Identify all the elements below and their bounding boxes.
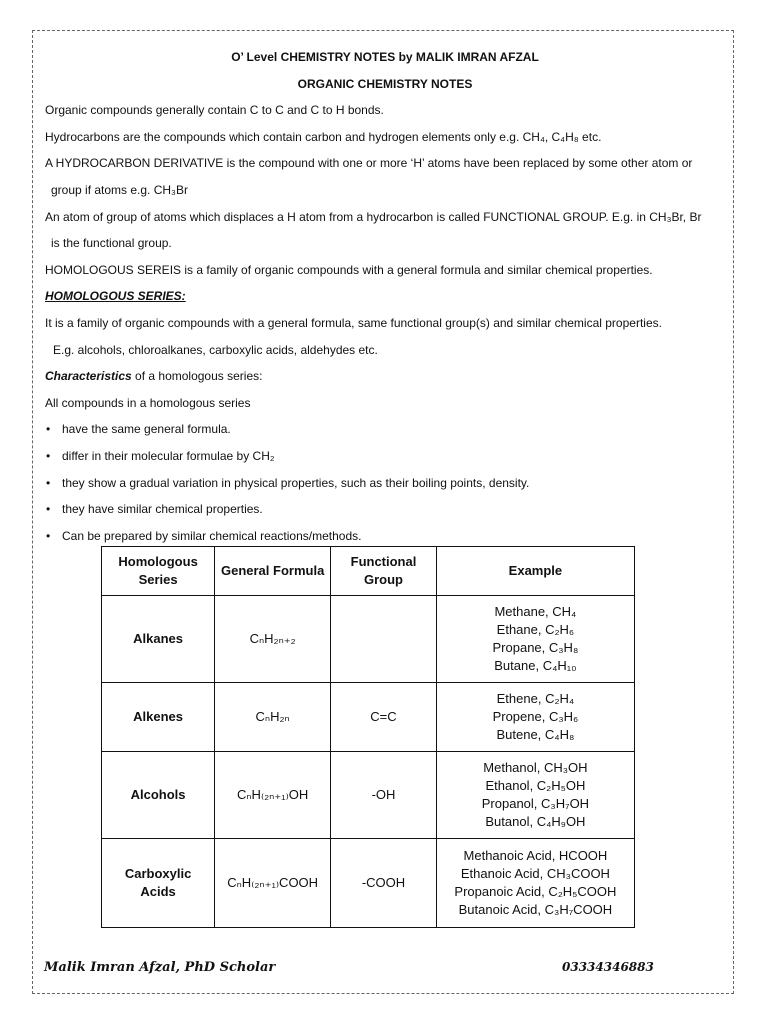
footer-phone: 03334346883 bbox=[562, 960, 654, 974]
cell-series: Alkanes bbox=[102, 596, 215, 683]
paragraph-functional-group: An atom of group of atoms which displaces a H atom from a hydrocarbon is called FUNCTIONAL GROUP. E.g. in CH₃Br, Br bbox=[45, 209, 702, 224]
example-item: Propanol, C₃H₇OH bbox=[481, 796, 590, 811]
footer-author: Malik Imran Afzal, PhD Scholar bbox=[44, 960, 276, 975]
table-row bbox=[102, 839, 635, 928]
characteristics-label: Characteristics bbox=[45, 369, 132, 384]
notes-body bbox=[45, 44, 725, 549]
cell-series: Alcohols bbox=[102, 752, 215, 839]
cell-group: C=C bbox=[331, 683, 437, 752]
example-item: Butene, C₄H₈ bbox=[496, 727, 575, 742]
all-compounds-line: All compounds in a homologous series bbox=[45, 395, 251, 410]
page-title: O’ Level CHEMISTRY NOTES by MALIK IMRAN AFZAL bbox=[231, 50, 539, 64]
example-item: Propane, C₃H₈ bbox=[492, 640, 579, 655]
example-item: Propanoic Acid, C₂H₅COOH bbox=[454, 884, 617, 899]
cell-formula: CₙH₍₂ₙ₊₁₎OH bbox=[215, 752, 331, 839]
characteristics-list bbox=[45, 416, 725, 549]
page-subtitle: ORGANIC CHEMISTRY NOTES bbox=[297, 76, 473, 91]
cell-formula: CₙH₂ₙ₊₂ bbox=[215, 596, 331, 683]
header-formula: General Formula bbox=[215, 547, 331, 596]
list-item: • differ in their molecular formulae by CH₂ bbox=[45, 443, 725, 470]
cell-group: -OH bbox=[331, 752, 437, 839]
header-group: Functional Group bbox=[331, 547, 437, 596]
example-item: Ethane, C₂H₆ bbox=[496, 622, 575, 637]
cell-formula: CₙH₂ₙ bbox=[215, 683, 331, 752]
table-header-row bbox=[102, 547, 635, 596]
example-item: Ethene, C₂H₄ bbox=[496, 691, 575, 706]
table-row bbox=[102, 683, 635, 752]
cell-examples bbox=[436, 839, 634, 928]
paragraph-organic-compounds: Organic compounds generally contain C to C and C to H bonds. bbox=[45, 103, 384, 118]
example-item: Propene, C₃H₆ bbox=[492, 709, 579, 724]
example-item: Ethanol, C₂H₅OH bbox=[485, 778, 586, 793]
homologous-series-table bbox=[101, 546, 635, 928]
cell-group bbox=[331, 596, 437, 683]
section-examples: E.g. alcohols, chloroalkanes, carboxylic acids, aldehydes etc. bbox=[53, 342, 378, 357]
header-example: Example bbox=[436, 547, 634, 596]
section-heading: HOMOLOGOUS SERIES: bbox=[45, 289, 186, 304]
characteristics-line bbox=[45, 363, 725, 390]
example-item: Methanol, CH₃OH bbox=[483, 760, 588, 775]
paragraph-functional-group-cont: is the functional group. bbox=[51, 236, 172, 251]
paragraph-hydrocarbon-derivative: A HYDROCARBON DERIVATIVE is the compound with one or more ‘H’ atoms have been replaced by some other atom or bbox=[45, 156, 693, 171]
example-item: Ethanoic Acid, CH₃COOH bbox=[460, 866, 610, 881]
cell-formula: CₙH₍₂ₙ₊₁₎COOH bbox=[215, 839, 331, 928]
cell-group: -COOH bbox=[331, 839, 437, 928]
list-item: • they show a gradual variation in physical properties, such as their boiling points, density. bbox=[45, 470, 725, 497]
table-row bbox=[102, 596, 635, 683]
example-item: Butane, C₄H₁₀ bbox=[494, 658, 577, 673]
cell-examples bbox=[436, 752, 634, 839]
list-item: • Can be prepared by similar chemical reactions/methods. bbox=[45, 523, 725, 550]
table-row bbox=[102, 752, 635, 839]
cell-series: Alkenes bbox=[102, 683, 215, 752]
section-definition: It is a family of organic compounds with a general formula, same functional group(s) and similar chemical properties. bbox=[45, 315, 662, 330]
cell-series: Carboxylic Acids bbox=[102, 839, 215, 928]
example-item: Butanol, C₄H₉OH bbox=[485, 814, 586, 829]
example-item: Methanoic Acid, HCOOH bbox=[463, 848, 608, 863]
list-item: • they have similar chemical properties. bbox=[45, 496, 725, 523]
paragraph-hydrocarbon-derivative-cont: group if atoms e.g. CH₃Br bbox=[51, 182, 188, 197]
example-item: Butanoic Acid, C₃H₇COOH bbox=[458, 902, 613, 917]
cell-examples bbox=[436, 683, 634, 752]
example-item: Methane, CH₄ bbox=[494, 604, 577, 619]
paragraph-hydrocarbons: Hydrocarbons are the compounds which contain carbon and hydrogen elements only e.g. CH₄, C₄H₈ etc. bbox=[45, 129, 602, 144]
cell-examples bbox=[436, 596, 634, 683]
list-item: • have the same general formula. bbox=[45, 416, 725, 443]
paragraph-homologous-series-intro: HOMOLOGOUS SEREIS is a family of organic compounds with a general formula and similar chemical properties. bbox=[45, 262, 653, 277]
characteristics-rest: of a homologous series: bbox=[131, 369, 263, 384]
header-series: Homologous Series bbox=[102, 547, 215, 596]
